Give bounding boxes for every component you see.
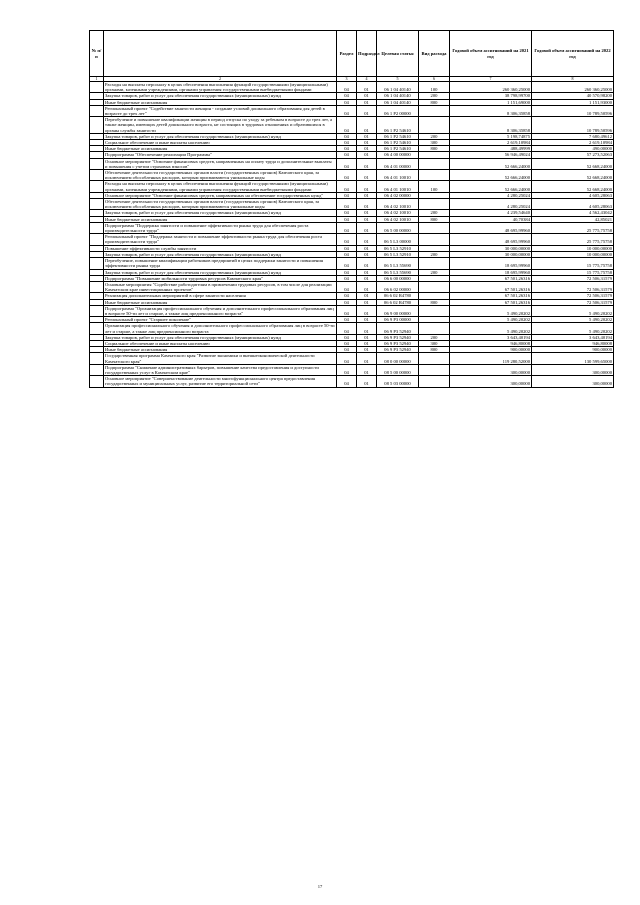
row-subsection: 01 [357,222,377,233]
row-amount-2021: 30 000,00000 [450,245,532,251]
row-amount-2022: 52 668,24000 [532,170,614,181]
row-amount-2021: 67 501,26316 [450,275,532,281]
row-expense-type: 800 [419,99,450,105]
row-amount-2022: 25 775,75758 [532,234,614,245]
table-row [90,364,614,375]
row-amount-2021: 56 946,49024 [450,152,532,158]
row-amount-2021: 900,00000 [450,347,532,353]
row-subsection: 01 [357,192,377,198]
row-name: Иные бюджетные ассигнования [104,299,337,305]
row-expense-type: 300 [419,340,450,346]
row-amount-2021: 488,49999 [450,146,532,152]
table-row [90,305,614,316]
row-amount-2021: 18 695,99960 [450,258,532,269]
row-target-item: 08 5 03 00000 [377,376,419,387]
row-target-item: 06 1 P2 54610 [377,146,419,152]
row-expense-type: 800 [419,299,450,305]
row-number [90,105,104,116]
row-subsection: 01 [357,317,377,323]
row-target-item: 06 1 04 40140 [377,99,419,105]
row-expense-type: 800 [419,216,450,222]
row-section: 04 [337,258,357,269]
row-target-item: 08 5 00 00000 [377,364,419,375]
row-amount-2022: 300,00000 [532,376,614,387]
header-expense-type: Вид расхода [419,31,450,77]
row-number [90,258,104,269]
row-amount-2021: 300,00000 [450,376,532,387]
row-name: Обеспечение деятельности государственных органов власти (государственных органов) Камчатского края, за исключением обособленных расходов, которым присваиваются уникальные коды [104,199,337,210]
row-subsection: 01 [357,105,377,116]
row-section: 04 [337,170,357,181]
row-target-item: 06 4 01 10010 [377,170,419,181]
row-expense-type [419,158,450,169]
row-amount-2021: 67 501,26316 [450,299,532,305]
row-subsection: 01 [357,269,377,275]
row-name: Переобучение и повышение квалификации женщин в период отпуска по уходу за ребенком в возрасте до трех лет, а также женщин, имеющих детей дошкольного возраста, не состоящих в трудовых отношениях и обратившихся в органы службы занятости [104,117,337,134]
row-section: 04 [337,192,357,198]
row-section: 04 [337,364,357,375]
table-row [90,353,614,364]
row-target-item: 06 1 P2 54610 [377,117,419,134]
row-name: Основное мероприятие "Совершенствование деятельности многофункционального центра предоставления государственных и муниципальных услуг, развитие его территориальной сети" [104,376,337,387]
row-target-item: 06 4 01 10010 [377,181,419,192]
row-expense-type: 200 [419,93,450,99]
row-section: 04 [337,93,357,99]
row-subsection: 01 [357,334,377,340]
row-section: 04 [337,82,357,93]
row-amount-2022: 52 668,24000 [532,181,614,192]
row-amount-2022: 130 599,65000 [532,353,614,364]
row-section: 04 [337,347,357,353]
row-expense-type [419,117,450,134]
row-amount-2022: 490,00000 [532,146,614,152]
row-target-item: 06 6 02 00000 [377,281,419,292]
row-expense-type: 300 [419,140,450,146]
row-amount-2022: 300,00000 [532,364,614,375]
row-subsection: 01 [357,364,377,375]
row-amount-2022: 15 775,75758 [532,258,614,269]
table-body [90,82,614,388]
row-target-item: 06 4 02 10010 [377,216,419,222]
header-amount-2022: Годовой объем ассигнований на 2022 год [532,31,614,77]
row-expense-type [419,364,450,375]
row-expense-type: 200 [419,269,450,275]
row-section: 04 [337,293,357,299]
table-row [90,258,614,269]
header-number: № п/п [90,31,104,77]
row-expense-type [419,353,450,364]
row-section: 04 [337,117,357,134]
row-section: 04 [337,140,357,146]
row-amount-2022: 5 490,20202 [532,317,614,323]
row-section: 04 [337,152,357,158]
table-row [90,105,614,116]
row-amount-2021: 52 666,24000 [450,181,532,192]
row-number [90,82,104,93]
row-amount-2022: 260 360,25000 [532,82,614,93]
row-section: 04 [337,216,357,222]
row-target-item: 06 9 P3 52940 [377,323,419,334]
row-amount-2021: 48 695,99960 [450,234,532,245]
row-name: Повышение эффективности службы занятости [104,245,337,251]
row-name: Региональный проект "Поддержка занятости и повышение эффективности рынка труда для обеспечения роста производительности труда" [104,234,337,245]
row-target-item: 06 5 L3 52910 [377,245,419,251]
row-subsection: 01 [357,117,377,134]
row-target-item: 06 5 L3 00000 [377,234,419,245]
row-name: Расходы на выплаты персоналу в целях обеспечения выполнения функций государственными (муниципальными) органами, казенными учреждениями, органами управления государственными внебюджетными фондами [104,82,337,93]
row-expense-type: 100 [419,82,450,93]
row-name: Региональный проект "Старшее поколение" [104,317,337,323]
row-section: 04 [337,305,357,316]
row-target-item: 06 5 L3 52910 [377,251,419,257]
row-name: Закупка товаров, работ и услуг для обеспечения государственных (муниципальных) нужд [104,334,337,340]
row-number [90,353,104,364]
row-subsection: 01 [357,353,377,364]
row-amount-2021: 67 501,26316 [450,281,532,292]
header-target-item: Целевая статья [377,31,419,77]
row-name: Иные бюджетные ассигнования [104,99,337,105]
table-row [90,170,614,181]
row-target-item: 06 6 00 00000 [377,275,419,281]
row-amount-2021: 4 280,25024 [450,192,532,198]
row-amount-2022: 72 506,31579 [532,275,614,281]
row-amount-2021: 67 501,26316 [450,293,532,299]
row-target-item: 06 9 00 00000 [377,305,419,316]
row-amount-2021: 4 280,25024 [450,199,532,210]
table-row [90,281,614,292]
row-name: Основные мероприятия "Содействие работодателям в привлечении трудовых ресурсов, в том числе для реализации Камчатском крае инвестиционных проектов" [104,281,337,292]
row-amount-2022: 72 506,31579 [532,281,614,292]
row-name: Подпрограмма "Повышение мобильности трудовых ресурсов Камчатского края" [104,275,337,281]
row-name: Закупка товаров, работ и услуг для обеспечения государственных (муниципальных) нужд [104,251,337,257]
row-amount-2021: 5 198,74875 [450,133,532,139]
row-target-item: 06 4 01 00000 [377,158,419,169]
row-target-item: 06 5 L3 55690 [377,258,419,269]
row-name: Подпрограмма "Поддержка занятости и повышение эффективности рынка труда для обеспечения роста производительности труда" [104,222,337,233]
row-expense-type: 200 [419,133,450,139]
row-subsection: 01 [357,93,377,99]
row-subsection: 01 [357,99,377,105]
row-amount-2022: 1 151,93000 [532,99,614,105]
row-amount-2022: 4 562,43042 [532,210,614,216]
table-row [90,234,614,245]
row-amount-2022: 5 490,20202 [532,323,614,334]
row-expense-type [419,222,450,233]
row-amount-2021: 40,70384 [450,216,532,222]
row-amount-2022: 57 273,52063 [532,152,614,158]
row-amount-2022: 4 605,28063 [532,192,614,198]
table-row [90,181,614,192]
index-cell: 4 [357,77,377,82]
row-expense-type [419,305,450,316]
row-amount-2022: 72 506,31579 [532,299,614,305]
row-expense-type [419,199,450,210]
index-cell: 5 [377,77,419,82]
row-amount-2021: 5 490,20202 [450,323,532,334]
row-target-item: 06 1 P2 54610 [377,140,419,146]
header-row [90,31,614,77]
index-cell: 3 [337,77,357,82]
row-section: 04 [337,275,357,281]
row-name: Расходы на выплаты персоналу в целях обеспечения выполнения функций государственными (муниципальными) органами, казенными учреждениями, органами управления государственными внебюджетными фондами [104,181,337,192]
row-target-item: 06 9 P3 52940 [377,334,419,340]
row-amount-2022: 946,80008 [532,340,614,346]
row-target-item: 06 1 P2 00000 [377,105,419,116]
row-name: Подпрограмма "Организация профессионального обучения и дополнительного профессионального образования лиц в возрасте 50-ти лет и старше, а также лиц предпенсионного возраста" [104,305,337,316]
index-cell: 2 [104,77,337,82]
row-number [90,199,104,210]
row-name: Иные бюджетные ассигнования [104,146,337,152]
row-amount-2022: 10 000,00000 [532,245,614,251]
row-name: Организация профессионального обучения и дополнительного профессионального образования лиц в возрасте 50-ти лет и старше, а также лиц предпенсионного возраста [105,323,335,334]
row-number [90,222,104,233]
row-subsection: 01 [357,347,377,353]
row-number [90,281,104,292]
row-target-item: 06 6 02 R4780 [377,299,419,305]
row-amount-2021: 18 695,99960 [450,269,532,275]
row-subsection: 01 [357,340,377,346]
row-amount-2022: 900,00000 [532,347,614,353]
row-target-item: 06 4 00 00000 [377,152,419,158]
row-amount-2021: 5 490,20202 [450,317,532,323]
row-section: 04 [337,299,357,305]
row-amount-2021: 1 151,69000 [450,99,532,105]
row-amount-2021: 38 798,99700 [450,93,532,99]
row-subsection: 01 [357,281,377,292]
row-amount-2022: 52 668,24000 [532,158,614,169]
row-section: 04 [337,99,357,105]
row-name: Закупка товаров, работ и услуг для обеспечения государственных (муниципальных) нужд [104,269,337,275]
row-number [90,117,104,134]
row-expense-type [419,234,450,245]
table-row [90,199,614,210]
row-amount-2022: 5 490,20202 [532,305,614,316]
row-subsection: 01 [357,251,377,257]
row-amount-2021: 300,00000 [450,364,532,375]
row-expense-type: 200 [419,251,450,257]
table-row [90,376,614,387]
page-number: 17 [317,884,323,889]
row-target-item: 06 9 P3 00000 [377,317,419,323]
row-subsection: 01 [357,376,377,387]
row-amount-2021: 52 666,24000 [450,170,532,181]
row-amount-2022: 2 619,10984 [532,140,614,146]
row-expense-type: 200 [419,334,450,340]
row-target-item: 06 1 04 40140 [377,82,419,93]
row-name: Региональный проект "Содействие занятости женщин - создание условий дошкольного образования для детей в возрасте до трех лет" [104,105,337,116]
row-section: 04 [337,323,357,334]
index-cell: 1 [90,77,104,82]
row-target-item: 06 1 04 40140 [377,93,419,99]
row-target-item: 06 4 02 10010 [377,210,419,216]
budget-table-sheet [89,30,613,388]
row-section: 04 [337,222,357,233]
row-section: 04 [337,376,357,387]
row-expense-type: 100 [419,181,450,192]
row-subsection: 01 [357,234,377,245]
row-target-item: 06 4 02 10010 [377,199,419,210]
row-number [90,170,104,181]
row-amount-2021: 946,80008 [450,340,532,346]
index-cell: 6 [419,77,450,82]
row-section: 04 [337,269,357,275]
header-subsection: Подраздел [357,31,377,77]
row-section: 04 [337,181,357,192]
row-subsection: 01 [357,82,377,93]
row-amount-2022: 10 000,00000 [532,251,614,257]
row-section: 04 [337,317,357,323]
header-name [104,31,337,77]
row-name: Иные бюджетные ассигнования [104,347,337,353]
row-subsection: 01 [357,210,377,216]
row-amount-2022: 10 789,50596 [532,105,614,116]
row-subsection: 01 [357,146,377,152]
row-amount-2021: 48 695,99960 [450,222,532,233]
table-row [90,323,614,334]
row-name: Закупка товаров, работ и услуг для обеспечения государственных (муниципальных) нужд [104,210,337,216]
row-section: 04 [337,245,357,251]
row-amount-2021: 5 490,20202 [450,305,532,316]
table-row [90,117,614,134]
row-name: Обеспечение деятельности государственных органов власти (государственных органов) Камчатского края, за исключением обособленных расходов, которым присваиваются уникальные коды [104,170,337,181]
row-subsection: 01 [357,140,377,146]
row-subsection: 01 [357,199,377,210]
row-number [90,234,104,245]
row-amount-2021: 30 000,00000 [450,251,532,257]
row-expense-type: 200 [419,210,450,216]
row-amount-2022: 42,85021 [532,216,614,222]
budget-table [89,30,614,388]
row-amount-2021: 260 360,25000 [450,82,532,93]
row-amount-2022: 72 506,31579 [532,293,614,299]
row-amount-2022: 15 775,75758 [532,269,614,275]
row-expense-type [419,105,450,116]
row-name: Подпрограмма "Снижение административных барьеров, повышение качества предоставления и доступности государственных услуг в Камчатском крае" [104,364,337,375]
row-amount-2022: 3 643,40194 [532,334,614,340]
row-number [90,323,104,334]
row-expense-type: 800 [419,146,450,152]
row-subsection: 01 [357,158,377,169]
row-target-item: 06 9 P3 52940 [377,347,419,353]
row-amount-2021: 119 280,52000 [450,353,532,364]
row-amount-2021: 4 239,54640 [450,210,532,216]
row-target-item: 06 9 P3 52940 [377,340,419,346]
index-cell: 7 [450,77,532,82]
row-subsection: 01 [357,133,377,139]
header-section: Раздел [337,31,357,77]
row-section: 04 [337,105,357,116]
row-expense-type [419,323,450,334]
row-subsection: 01 [357,305,377,316]
table-row [90,82,614,93]
row-section: 04 [337,251,357,257]
row-expense-type [419,281,450,292]
row-target-item: 06 5 L3 55690 [377,269,419,275]
row-amount-2021: 8 306,35858 [450,105,532,116]
row-section: 04 [337,353,357,364]
row-amount-2022: 10 789,50596 [532,117,614,134]
header-amount-2021: Годовой объем ассигнований на 2021 год [450,31,532,77]
row-amount-2021: 52 666,24000 [450,158,532,169]
row-amount-2022: 4 605,28063 [532,199,614,210]
row-target-item: 08 0 00 00000 [377,353,419,364]
row-subsection: 01 [357,245,377,251]
row-target-item: 06 5 00 00000 [377,222,419,233]
row-name: Переобучение, повышение квалификации работников предприятий в целях поддержки занятости и повышения эффективности рынка труда [104,258,337,269]
table-row [90,222,614,233]
row-subsection: 01 [357,170,377,181]
row-amount-2021: 2 619,10984 [450,140,532,146]
table-row [90,158,614,169]
row-name: Государственная программа Камчатского края "Развитие экономики и внешнеэкономической деятельности Камчатского края" [104,353,337,364]
row-section: 04 [337,234,357,245]
row-section: 04 [337,133,357,139]
row-name: Основное мероприятие "Освоение финансовых средств, направленных на оплату труда и дополнительные выплаты и повышения с учетом страховых взносов" [104,158,337,169]
row-amount-2022: 7 680,49612 [532,133,614,139]
row-section: 04 [337,146,357,152]
row-target-item: 06 4 02 00000 [377,192,419,198]
row-number [90,158,104,169]
row-name: Социальное обеспечение и иные выплаты населению [104,140,337,146]
row-name: Иные бюджетные ассигнования [104,216,337,222]
row-name: Закупка товаров, работ и услуг для обеспечения государственных (муниципальных) нужд [104,133,337,139]
row-name: Основное мероприятие "Освоение финансовых средств, направленных на обеспечение государственных нужд" [104,192,337,198]
row-section: 04 [337,158,357,169]
row-subsection: 01 [357,299,377,305]
row-subsection: 01 [357,216,377,222]
row-expense-type [419,376,450,387]
row-amount-2022: 25 775,75758 [532,222,614,233]
row-number [90,305,104,316]
row-section: 04 [337,281,357,292]
row-subsection: 01 [357,323,377,334]
row-section: 04 [337,210,357,216]
row-target-item: 06 1 P2 54610 [377,133,419,139]
row-name: Закупка товаров, работ и услуг для обеспечения государственных (муниципальных) нужд [104,93,337,99]
row-expense-type: 800 [419,347,450,353]
row-subsection: 01 [357,258,377,269]
row-expense-type [419,170,450,181]
row-subsection: 01 [357,293,377,299]
row-name: Социальное обеспечение и иные выплаты населению [104,340,337,346]
row-subsection: 01 [357,181,377,192]
row-subsection: 01 [357,152,377,158]
row-number [90,376,104,387]
row-number [90,364,104,375]
row-subsection: 01 [357,275,377,281]
row-expense-type [419,258,450,269]
row-number [90,181,104,192]
row-section: 04 [337,340,357,346]
row-amount-2021: 3 643,40194 [450,334,532,340]
row-target-item: 06 6 02 R4780 [377,293,419,299]
row-amount-2021: 8 306,35858 [450,117,532,134]
row-section: 04 [337,199,357,210]
index-cell: 8 [532,77,614,82]
row-name: Подпрограмма "Обеспечение реализации Программы" [104,152,337,158]
row-name: Реализация дополнительных мероприятий в сфере занятости населения [104,293,337,299]
row-section: 04 [337,334,357,340]
row-amount-2022: 40 570,98200 [532,93,614,99]
